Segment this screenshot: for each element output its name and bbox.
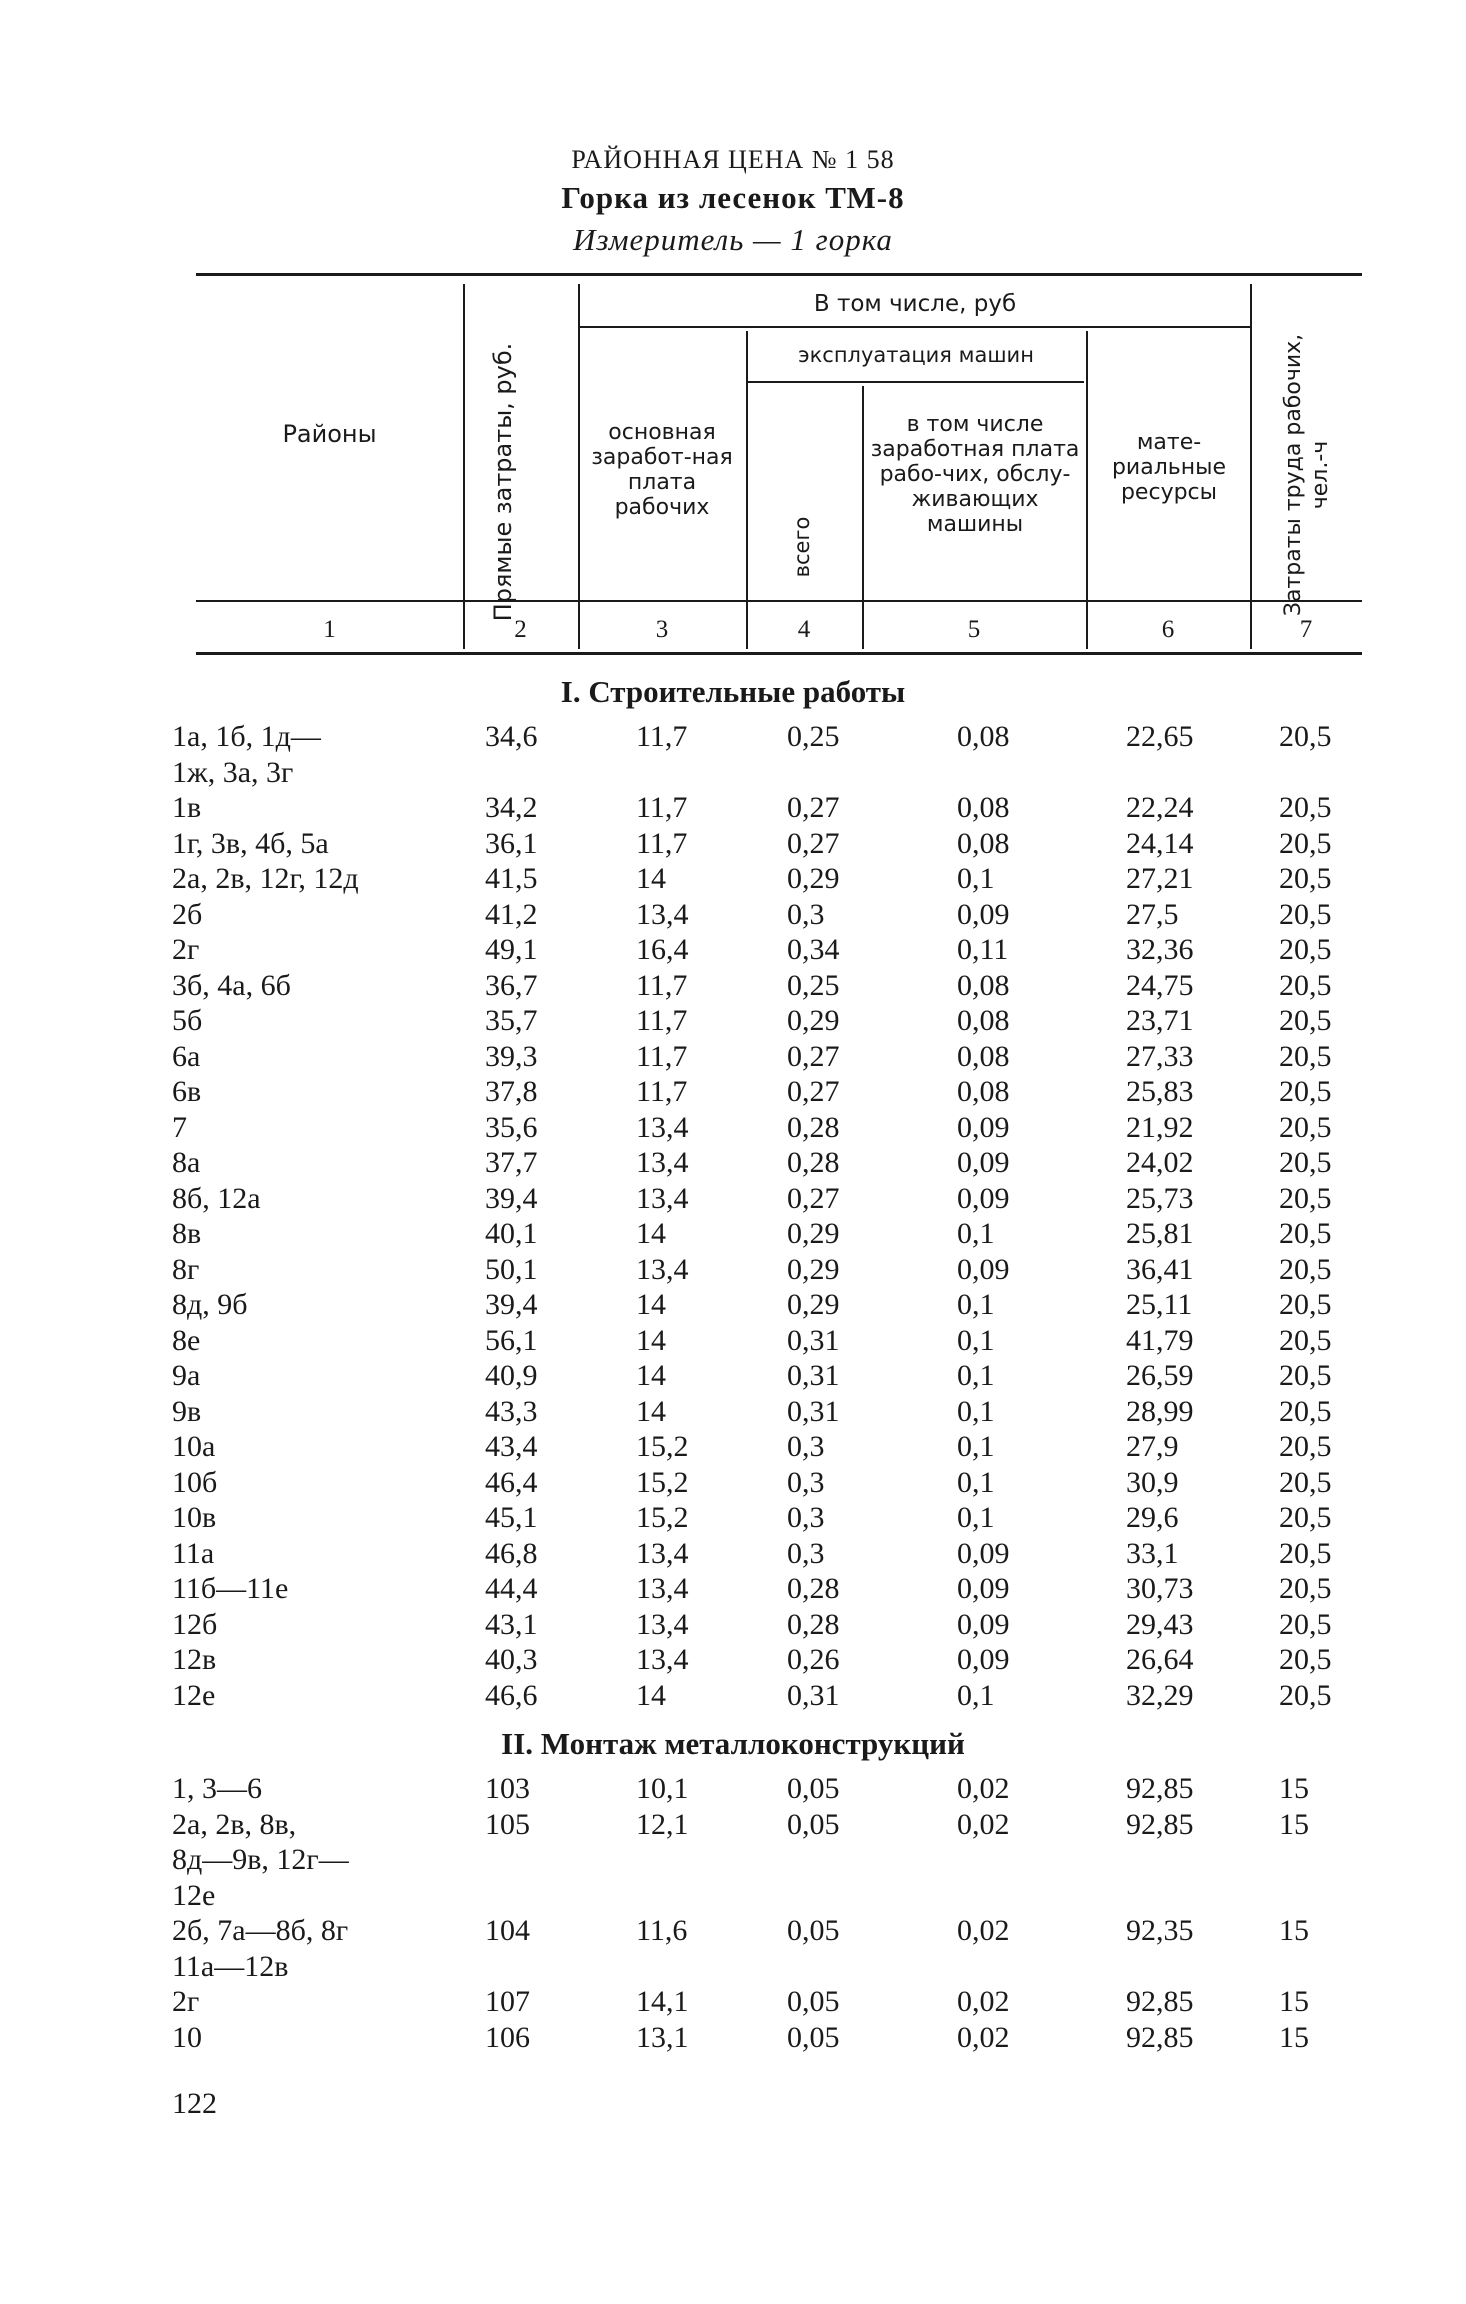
direct-costs-cell: 34,2	[485, 791, 538, 824]
machine-total-cell: 0,28	[787, 1146, 840, 1179]
material-cell: 25,83	[1126, 1075, 1194, 1108]
direct-costs-cell: 40,1	[485, 1217, 538, 1250]
direct-costs-cell: 105	[485, 1807, 530, 1841]
table-row	[0, 1466, 1466, 1502]
machine-total-cell: 0,29	[787, 1252, 840, 1286]
machine-total-cell: 0,26	[787, 1643, 840, 1676]
direct-costs-cell: 56,1	[485, 1323, 538, 1357]
machine-wage-cell: 0,1	[957, 1678, 995, 1712]
labor-cell: 20,5	[1279, 1465, 1332, 1499]
direct-costs-cell: 37,8	[485, 1075, 538, 1108]
machine-wage-cell: 0,09	[957, 1146, 1010, 1179]
machine-total-cell: 0,29	[787, 1217, 840, 1250]
table-row	[0, 1772, 1466, 1808]
machine-total-cell: 0,28	[787, 1572, 840, 1605]
colnum-bottom-rule	[196, 652, 1362, 655]
base-wage-cell: 11,6	[636, 1914, 688, 1947]
region-cell: 12е	[172, 1678, 216, 1712]
direct-costs-cell: 36,7	[485, 968, 538, 1002]
machine-total-cell: 0,31	[787, 1359, 840, 1392]
material-cell: 92,85	[1126, 1772, 1194, 1805]
machine-wage-cell: 0,09	[957, 1181, 1010, 1215]
col-divider	[1086, 331, 1088, 649]
column-number: 1	[323, 616, 336, 643]
machine-wage-cell: 0,09	[957, 897, 1010, 931]
region-cell: 8а	[172, 1146, 201, 1179]
header-machine-operation: эксплуатация машин	[798, 343, 1034, 367]
machine-total-cell: 0,05	[787, 1914, 840, 1947]
machine-total-cell: 0,27	[787, 791, 840, 824]
machine-total-cell: 0,29	[787, 1288, 840, 1321]
table-row	[0, 933, 1466, 969]
machine-wage-cell: 0,08	[957, 1075, 1010, 1108]
region-cell: 2б, 7а—8б, 8г	[172, 1914, 349, 1947]
machine-wage-cell: 0,09	[957, 1572, 1010, 1605]
direct-costs-cell: 40,9	[485, 1359, 538, 1392]
col-divider	[746, 331, 748, 649]
direct-costs-cell: 44,4	[485, 1572, 538, 1605]
machine-wage-cell: 0,1	[957, 1217, 995, 1250]
material-cell: 29,43	[1126, 1607, 1194, 1641]
region-cell: 2а, 2в, 8в,	[172, 1807, 297, 1841]
machine-total-cell: 0,3	[787, 1501, 825, 1534]
region-cell: 1а, 1б, 1д—	[172, 720, 321, 753]
table-row	[0, 1501, 1466, 1537]
material-cell: 32,36	[1126, 933, 1194, 966]
labor-cell: 20,5	[1279, 1181, 1332, 1215]
region-cell: 12б	[172, 1607, 218, 1641]
direct-costs-cell: 43,4	[485, 1430, 538, 1463]
material-cell: 23,71	[1126, 1004, 1194, 1037]
machine-total-cell: 0,3	[787, 1465, 825, 1499]
machine-wage-cell: 0,08	[957, 1004, 1010, 1037]
base-wage-cell: 13,4	[636, 1536, 689, 1570]
base-wage-cell: 14	[636, 1288, 666, 1321]
direct-costs-cell: 35,7	[485, 1004, 538, 1037]
table-row	[0, 969, 1466, 1005]
labor-cell: 20,5	[1279, 1252, 1332, 1286]
machine-wage-cell: 0,09	[957, 1607, 1010, 1641]
direct-costs-cell: 46,8	[485, 1536, 538, 1570]
base-wage-cell: 14	[636, 1359, 666, 1392]
top-rule	[196, 273, 1362, 276]
price-code: РАЙОННАЯ ЦЕНА № 1 58	[571, 145, 895, 174]
table-row	[0, 1288, 1466, 1324]
base-wage-cell: 13,4	[636, 1252, 689, 1286]
labor-cell: 20,5	[1279, 1075, 1332, 1108]
base-wage-cell: 11,7	[636, 826, 688, 860]
base-wage-cell: 14	[636, 862, 666, 895]
region-cell: 2а, 2в, 12г, 12д	[172, 862, 359, 895]
table-row	[0, 1608, 1466, 1644]
labor-cell: 20,5	[1279, 1501, 1332, 1534]
unit-of-measure: Измеритель — 1 горка	[573, 222, 893, 257]
machine-wage-cell: 0,1	[957, 1465, 995, 1499]
machine-total-cell: 0,3	[787, 897, 825, 931]
section-title: I. Строительные работы	[560, 674, 906, 709]
material-cell: 26,64	[1126, 1643, 1194, 1676]
machine-wage-cell: 0,1	[957, 1359, 995, 1392]
machine-total-cell: 0,05	[787, 2020, 840, 2054]
machine-wage-cell: 0,09	[957, 1252, 1010, 1286]
material-cell: 27,21	[1126, 862, 1194, 895]
region-cell: 8б, 12а	[172, 1181, 261, 1215]
col-divider	[1250, 284, 1252, 649]
base-wage-cell: 13,4	[636, 1110, 689, 1144]
labor-cell: 20,5	[1279, 1536, 1332, 1570]
region-cell: 2б	[172, 897, 203, 931]
machine-total-cell: 0,28	[787, 1607, 840, 1641]
machine-total-cell: 0,27	[787, 1075, 840, 1108]
direct-costs-cell: 103	[485, 1772, 530, 1805]
material-cell: 92,85	[1126, 1807, 1194, 1841]
machine-wage-cell: 0,02	[957, 1772, 1010, 1805]
machine-wage-cell: 0,09	[957, 1110, 1010, 1144]
machine-wage-cell: 0,1	[957, 1288, 995, 1321]
material-cell: 27,5	[1126, 897, 1179, 931]
table-row	[0, 1182, 1466, 1218]
region-cell: 1, 3—6	[172, 1772, 262, 1805]
region-cell: 8д—9в, 12г—	[172, 1843, 349, 1876]
direct-costs-cell: 35,6	[485, 1110, 538, 1144]
machine-wage-cell: 0,02	[957, 1914, 1010, 1947]
labor-cell: 15	[1279, 1807, 1309, 1841]
machine-total-cell: 0,25	[787, 968, 840, 1002]
direct-costs-cell: 50,1	[485, 1252, 538, 1286]
machine-wage-cell: 0,1	[957, 1501, 995, 1534]
labor-cell: 20,5	[1279, 791, 1332, 824]
region-cell: 8д, 9б	[172, 1288, 248, 1321]
base-wage-cell: 16,4	[636, 933, 689, 966]
machine-wage-cell: 0,1	[957, 1394, 995, 1428]
labor-cell: 20,5	[1279, 720, 1332, 753]
labor-cell: 20,5	[1279, 1607, 1332, 1641]
labor-cell: 20,5	[1279, 1359, 1332, 1392]
material-cell: 41,79	[1126, 1323, 1194, 1357]
table-row	[0, 1040, 1466, 1076]
machine-wage-cell: 0,08	[957, 826, 1010, 860]
labor-cell: 20,5	[1279, 1004, 1332, 1037]
base-wage-cell: 14	[636, 1678, 666, 1712]
labor-cell: 20,5	[1279, 1394, 1332, 1428]
material-cell: 24,02	[1126, 1146, 1194, 1179]
base-wage-cell: 13,4	[636, 1607, 689, 1641]
machine-wage-cell: 0,08	[957, 1039, 1010, 1073]
column-number: 5	[967, 616, 981, 643]
machine-wage-cell: 0,1	[957, 1430, 995, 1463]
region-cell: 11а—12в	[172, 1949, 289, 1983]
direct-costs-cell: 39,4	[485, 1181, 538, 1215]
labor-cell: 20,5	[1279, 1572, 1332, 1605]
machine-wage-cell: 0,1	[957, 862, 995, 895]
header-regions: Районы	[282, 420, 377, 448]
column-number: 2	[514, 616, 527, 643]
machine-total-cell: 0,28	[787, 1110, 840, 1144]
header-labor: Затраты труда рабочих, чел.-ч	[1281, 333, 1333, 617]
table-row	[0, 1430, 1466, 1466]
region-cell: 9а	[172, 1359, 201, 1392]
table-row	[0, 1537, 1466, 1573]
region-cell: 8г	[172, 1252, 200, 1286]
direct-costs-cell: 41,5	[485, 862, 538, 895]
base-wage-cell: 13,1	[636, 2020, 689, 2054]
labor-cell: 20,5	[1279, 1110, 1332, 1144]
table-row	[0, 1572, 1466, 1608]
region-cell: 3б, 4а, 6б	[172, 968, 291, 1002]
base-wage-cell: 15,2	[636, 1430, 689, 1463]
base-wage-cell: 11,7	[636, 1075, 688, 1108]
header-machine-total: всего	[790, 516, 814, 578]
machine-wage-cell: 0,08	[957, 968, 1010, 1002]
material-cell: 29,6	[1126, 1501, 1179, 1534]
machine-total-cell: 0,25	[787, 720, 840, 753]
labor-cell: 20,5	[1279, 968, 1332, 1002]
region-cell: 6в	[172, 1075, 202, 1108]
direct-costs-cell: 36,1	[485, 826, 538, 860]
region-cell: 6а	[172, 1039, 201, 1073]
labor-cell: 20,5	[1279, 1323, 1332, 1357]
region-cell: 8е	[172, 1323, 201, 1357]
base-wage-cell: 11,7	[636, 1039, 688, 1073]
region-cell: 10	[172, 2020, 202, 2054]
direct-costs-cell: 40,3	[485, 1643, 538, 1676]
direct-costs-cell: 49,1	[485, 933, 538, 966]
labor-cell: 20,5	[1279, 826, 1332, 860]
labor-cell: 20,5	[1279, 1288, 1332, 1321]
region-cell: 5б	[172, 1004, 203, 1037]
table-row	[0, 1111, 1466, 1147]
region-cell: 2г	[172, 933, 200, 966]
base-wage-cell: 12,1	[636, 1807, 689, 1841]
labor-cell: 20,5	[1279, 1146, 1332, 1179]
material-cell: 22,24	[1126, 791, 1194, 824]
direct-costs-cell: 37,7	[485, 1146, 538, 1179]
col-divider	[578, 284, 580, 649]
material-cell: 92,85	[1126, 2020, 1194, 2054]
base-wage-cell: 11,7	[636, 720, 688, 753]
base-wage-cell: 13,4	[636, 1146, 689, 1179]
table-row	[0, 1985, 1466, 2021]
table-row	[0, 1807, 1466, 1912]
region-cell: 1ж, 3а, 3г	[172, 755, 294, 789]
machine-wage-cell: 0,02	[957, 1985, 1010, 2018]
machine-wage-cell: 0,08	[957, 720, 1010, 753]
table-row	[0, 720, 1466, 789]
machine-wage-cell: 0,1	[957, 1323, 995, 1357]
table-row	[0, 827, 1466, 863]
header-base-wage: основная заработ-ная плата рабочих	[591, 420, 733, 520]
table-row	[0, 1679, 1466, 1715]
col-divider	[862, 386, 864, 649]
region-cell: 10а	[172, 1430, 216, 1463]
header-bottom-rule	[196, 600, 1362, 602]
base-wage-cell: 14	[636, 1323, 666, 1357]
material-cell: 22,65	[1126, 720, 1194, 753]
machine-total-cell: 0,3	[787, 1536, 825, 1570]
table-row	[0, 1324, 1466, 1360]
machine-total-cell: 0,05	[787, 1772, 840, 1805]
base-wage-cell: 13,4	[636, 897, 689, 931]
machine-total-cell: 0,27	[787, 1181, 840, 1215]
region-cell: 7	[172, 1110, 187, 1144]
direct-costs-cell: 45,1	[485, 1501, 538, 1534]
base-wage-cell: 13,4	[636, 1181, 689, 1215]
material-cell: 25,73	[1126, 1181, 1194, 1215]
material-cell: 30,9	[1126, 1465, 1179, 1499]
labor-cell: 20,5	[1279, 862, 1332, 895]
direct-costs-cell: 104	[485, 1914, 530, 1947]
base-wage-cell: 10,1	[636, 1772, 689, 1805]
direct-costs-cell: 43,1	[485, 1607, 538, 1641]
material-cell: 30,73	[1126, 1572, 1194, 1605]
material-cell: 92,85	[1126, 1985, 1194, 2018]
region-cell: 10б	[172, 1465, 218, 1499]
table-row	[0, 1359, 1466, 1395]
material-cell: 36,41	[1126, 1252, 1194, 1286]
page-number: 122	[172, 2087, 217, 2120]
table-row	[0, 1253, 1466, 1289]
labor-cell: 15	[1279, 1985, 1309, 2018]
direct-costs-cell: 39,3	[485, 1039, 538, 1073]
region-cell: 11а	[172, 1536, 215, 1570]
machine-wage-cell: 0,09	[957, 1643, 1010, 1676]
table-row	[0, 862, 1466, 898]
machine-wage-cell: 0,11	[957, 933, 1009, 966]
table-row	[0, 1075, 1466, 1111]
machine-total-cell: 0,27	[787, 1039, 840, 1073]
base-wage-cell: 11,7	[636, 791, 688, 824]
page-title: Горка из лесенок ТМ-8	[561, 180, 905, 215]
labor-cell: 15	[1279, 2020, 1309, 2054]
material-cell: 25,11	[1126, 1288, 1193, 1321]
machine-total-cell: 0,27	[787, 826, 840, 860]
base-wage-cell: 14,1	[636, 1985, 689, 2018]
header-including-rub: В том числе, руб	[813, 291, 1017, 317]
direct-costs-cell: 34,6	[485, 720, 538, 753]
direct-costs-cell: 107	[485, 1985, 530, 2018]
table-row	[0, 1914, 1466, 1983]
labor-cell: 15	[1279, 1772, 1309, 1805]
base-wage-cell: 13,4	[636, 1572, 689, 1605]
table-row	[0, 1395, 1466, 1431]
header-machine-wage: в том числе заработная плата рабо-чих, обслу-живающих машины	[870, 412, 1080, 537]
column-number: 6	[1161, 616, 1175, 643]
direct-costs-cell: 41,2	[485, 897, 538, 931]
labor-cell: 20,5	[1279, 1430, 1332, 1463]
direct-costs-cell: 46,4	[485, 1465, 538, 1499]
material-cell: 24,75	[1126, 968, 1194, 1002]
material-cell: 32,29	[1126, 1678, 1194, 1712]
material-cell: 25,81	[1126, 1217, 1194, 1250]
labor-cell: 20,5	[1279, 1217, 1332, 1250]
section-title: II. Монтаж металлоконструкций	[501, 1726, 965, 1761]
region-cell: 1в	[172, 791, 202, 824]
header-material: мате-риальные ресурсы	[1111, 430, 1227, 505]
table-row	[0, 2021, 1466, 2057]
labor-cell: 15	[1279, 1914, 1309, 1947]
region-cell: 12е	[172, 1878, 216, 1912]
header-direct-costs: Прямые затраты, руб.	[489, 342, 517, 622]
table-row	[0, 898, 1466, 934]
region-cell: 12в	[172, 1643, 217, 1676]
labor-cell: 20,5	[1279, 897, 1332, 931]
including-rule	[580, 326, 1250, 328]
column-number: 4	[797, 616, 811, 643]
machine-total-cell: 0,3	[787, 1430, 825, 1463]
base-wage-cell: 11,7	[636, 968, 688, 1002]
material-cell: 27,9	[1126, 1430, 1179, 1463]
table-row	[0, 1643, 1466, 1679]
region-cell: 9в	[172, 1394, 202, 1428]
labor-cell: 20,5	[1279, 1643, 1332, 1676]
direct-costs-cell: 106	[485, 2020, 530, 2054]
machine-total-cell: 0,31	[787, 1394, 840, 1428]
labor-cell: 20,5	[1279, 1039, 1332, 1073]
table-row	[0, 1217, 1466, 1253]
column-number: 7	[1299, 616, 1313, 643]
table-row	[0, 791, 1466, 827]
base-wage-cell: 15,2	[636, 1465, 689, 1499]
machine-total-cell: 0,34	[787, 933, 840, 966]
machine-rule	[748, 381, 1084, 383]
material-cell: 26,59	[1126, 1359, 1194, 1392]
table-row	[0, 1146, 1466, 1182]
machine-wage-cell: 0,09	[957, 1536, 1010, 1570]
machine-total-cell: 0,05	[787, 1985, 840, 2018]
labor-cell: 20,5	[1279, 933, 1332, 966]
machine-total-cell: 0,29	[787, 862, 840, 895]
material-cell: 92,35	[1126, 1914, 1194, 1947]
machine-wage-cell: 0,02	[957, 1807, 1010, 1841]
table-row	[0, 1004, 1466, 1040]
material-cell: 21,92	[1126, 1110, 1194, 1144]
machine-total-cell: 0,05	[787, 1807, 840, 1841]
machine-total-cell: 0,29	[787, 1004, 840, 1037]
direct-costs-cell: 43,3	[485, 1394, 538, 1428]
base-wage-cell: 14	[636, 1394, 666, 1428]
base-wage-cell: 13,4	[636, 1643, 689, 1676]
region-cell: 11б—11е	[172, 1572, 289, 1605]
region-cell: 2г	[172, 1985, 200, 2018]
region-cell: 10в	[172, 1501, 217, 1534]
material-cell: 28,99	[1126, 1394, 1194, 1428]
region-cell: 1г, 3в, 4б, 5а	[172, 826, 329, 860]
base-wage-cell: 14	[636, 1217, 666, 1250]
material-cell: 27,33	[1126, 1039, 1194, 1073]
col-divider	[463, 284, 465, 649]
labor-cell: 20,5	[1279, 1678, 1332, 1712]
material-cell: 24,14	[1126, 826, 1194, 860]
machine-total-cell: 0,31	[787, 1678, 840, 1712]
base-wage-cell: 11,7	[636, 1004, 688, 1037]
machine-wage-cell: 0,08	[957, 791, 1010, 824]
base-wage-cell: 15,2	[636, 1501, 689, 1534]
direct-costs-cell: 39,4	[485, 1288, 538, 1321]
column-number: 3	[655, 616, 669, 643]
region-cell: 8в	[172, 1217, 202, 1250]
machine-wage-cell: 0,02	[957, 2020, 1010, 2054]
material-cell: 33,1	[1126, 1536, 1179, 1570]
direct-costs-cell: 46,6	[485, 1678, 538, 1712]
machine-total-cell: 0,31	[787, 1323, 840, 1357]
